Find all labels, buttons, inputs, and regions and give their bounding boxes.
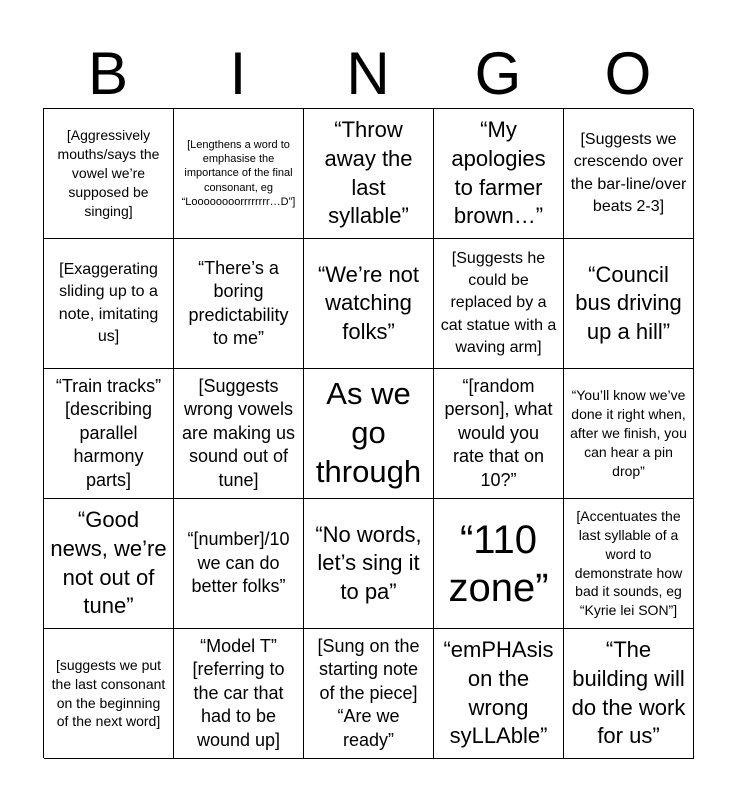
bingo-cell[interactable]: “Train tracks” [describing parallel harmony parts] xyxy=(44,369,174,499)
bingo-cell[interactable]: “My apologies to farmer brown…” xyxy=(434,109,564,239)
bingo-cell[interactable]: “No words, let’s sing it to pa” xyxy=(304,499,434,629)
bingo-cell-center[interactable]: As we go through xyxy=(304,369,434,499)
bingo-cell[interactable]: [Accentuates the last syllable of a word to demonstrate how bad it sounds, eg “Kyrie lei SON”] xyxy=(564,499,694,629)
bingo-cell[interactable]: “Council bus driving up a hill” xyxy=(564,239,694,369)
bingo-cell[interactable]: “Throw away the last syllable” xyxy=(304,109,434,239)
bingo-cell[interactable]: [Aggressively mouths/says the vowel we’re supposed be singing] xyxy=(44,109,174,239)
header-letter-g: G xyxy=(474,40,522,107)
bingo-grid xyxy=(43,108,693,758)
header-letter-o: O xyxy=(604,40,652,107)
header-letter-i: I xyxy=(229,40,247,107)
bingo-cell[interactable]: [Suggests he could be replaced by a cat statue with a waving arm] xyxy=(434,239,564,369)
bingo-header xyxy=(43,40,693,108)
bingo-cell[interactable]: “You’ll know we’ve done it right when, after we finish, you can hear a pin drop” xyxy=(564,369,694,499)
bingo-cell[interactable]: “Good news, we’re not out of tune” xyxy=(44,499,174,629)
header-letter-b: B xyxy=(87,40,129,107)
bingo-cell[interactable]: [Exaggerating sliding up to a note, imitating us] xyxy=(44,239,174,369)
bingo-cell[interactable]: “The building will do the work for us” xyxy=(564,629,694,759)
header-letter-n: N xyxy=(346,40,390,107)
bingo-cell[interactable]: [Suggests wrong vowels are making us sound out of tune] xyxy=(174,369,304,499)
bingo-cell[interactable]: [Lengthens a word to emphasise the importance of the final consonant, eg “Loooooooorrrrrrrr…D”] xyxy=(174,109,304,239)
bingo-cell[interactable]: “[random person], what would you rate that on 10?” xyxy=(434,369,564,499)
bingo-cell[interactable]: [suggests we put the last consonant on the beginning of the next word] xyxy=(44,629,174,759)
bingo-cell[interactable]: “We’re not watching folks” xyxy=(304,239,434,369)
bingo-cell[interactable]: “[number]/10 we can do better folks” xyxy=(174,499,304,629)
bingo-cell[interactable]: [Suggests we crescendo over the bar-line/over beats 2-3] xyxy=(564,109,694,239)
bingo-cell[interactable]: [Sung on the starting note of the piece] “Are we ready” xyxy=(304,629,434,759)
bingo-cell[interactable]: “There’s a boring predictability to me” xyxy=(174,239,304,369)
bingo-cell[interactable]: “emPHAsis on the wrong syLLAble” xyxy=(434,629,564,759)
bingo-cell[interactable]: “110 zone” xyxy=(434,499,564,629)
bingo-cell[interactable]: “Model T” [referring to the car that had to be wound up] xyxy=(174,629,304,759)
